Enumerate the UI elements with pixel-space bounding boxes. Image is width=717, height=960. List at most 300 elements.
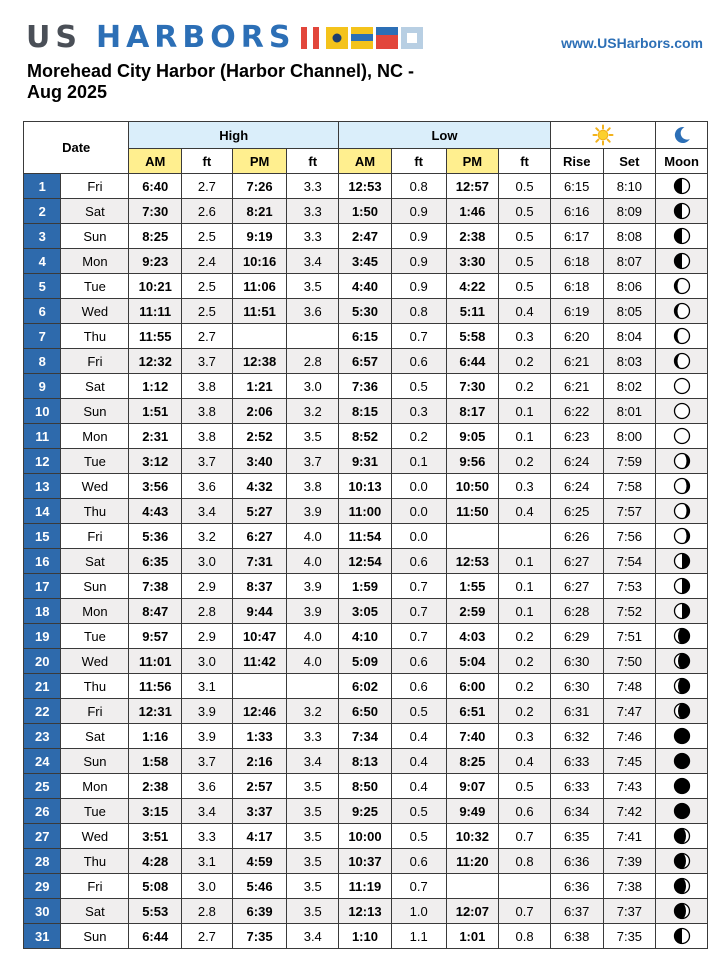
moon-phase-cell (656, 699, 708, 724)
high-am-height: 2.7 (182, 324, 233, 349)
low-am-time: 1:59 (339, 574, 392, 599)
high-am-time: 1:58 (129, 749, 182, 774)
low-am-time: 8:13 (339, 749, 392, 774)
low-pm-height: 0.2 (499, 674, 551, 699)
day-number: 21 (24, 674, 61, 699)
moon-phase-cell (656, 724, 708, 749)
sunset-time: 7:46 (603, 724, 656, 749)
sunrise-time: 6:26 (550, 524, 603, 549)
low-am-time: 6:50 (339, 699, 392, 724)
day-number: 10 (24, 399, 61, 424)
weekday: Tue (61, 799, 129, 824)
high-am-height: 3.4 (182, 499, 233, 524)
high-am-height: 3.8 (182, 424, 233, 449)
moon-phase-cell (656, 874, 708, 899)
weekday: Tue (61, 274, 129, 299)
low-am-height: 0.0 (391, 474, 446, 499)
low-am-height: 0.4 (391, 774, 446, 799)
low-pm-height: 0.5 (499, 774, 551, 799)
high-pm-height: 3.7 (287, 449, 339, 474)
table-row (24, 849, 708, 874)
sunset-time: 7:58 (603, 474, 656, 499)
sunrise-time: 6:30 (550, 649, 603, 674)
low-am-time: 11:00 (339, 499, 392, 524)
header-high-pm-ft: ft (287, 149, 339, 174)
high-am-time: 3:15 (129, 799, 182, 824)
high-am-height: 3.2 (182, 524, 233, 549)
moon-last-quarter-icon (673, 577, 691, 595)
moon-new-icon (673, 777, 691, 795)
low-am-time: 3:05 (339, 599, 392, 624)
high-am-time: 12:31 (129, 699, 182, 724)
moon-phase-cell (656, 424, 708, 449)
sunset-time: 7:35 (603, 924, 656, 949)
high-pm-time: 2:57 (232, 774, 287, 799)
low-pm-time: 1:46 (446, 199, 499, 224)
sunrise-time: 6:19 (550, 299, 603, 324)
nautical-flags-icon (301, 27, 423, 49)
low-am-height: 1.0 (391, 899, 446, 924)
low-pm-height: 0.5 (499, 174, 551, 199)
high-am-height: 3.7 (182, 749, 233, 774)
moon-phase-cell (656, 824, 708, 849)
day-number: 9 (24, 374, 61, 399)
moon-phase-cell (656, 174, 708, 199)
low-am-height: 0.7 (391, 624, 446, 649)
low-am-height: 0.6 (391, 549, 446, 574)
high-am-height: 3.6 (182, 474, 233, 499)
sunset-time: 7:52 (603, 599, 656, 624)
header-moon-icon-cell (656, 122, 708, 149)
high-am-time: 11:56 (129, 674, 182, 699)
low-pm-height: 0.7 (499, 899, 551, 924)
weekday: Mon (61, 774, 129, 799)
table-row (24, 899, 708, 924)
sunset-time: 8:08 (603, 224, 656, 249)
high-pm-time: 6:39 (232, 899, 287, 924)
low-am-height: 0.5 (391, 374, 446, 399)
low-am-time: 10:37 (339, 849, 392, 874)
high-pm-height: 3.0 (287, 374, 339, 399)
low-pm-time: 6:44 (446, 349, 499, 374)
high-pm-time: 7:35 (232, 924, 287, 949)
table-row (24, 674, 708, 699)
high-pm-time: 5:27 (232, 499, 287, 524)
day-number: 27 (24, 824, 61, 849)
day-number: 18 (24, 599, 61, 624)
low-am-time: 7:36 (339, 374, 392, 399)
high-am-height: 2.6 (182, 199, 233, 224)
weekday: Wed (61, 299, 129, 324)
low-pm-time: 10:32 (446, 824, 499, 849)
low-pm-time: 4:03 (446, 624, 499, 649)
moon-waning-gibbous-icon (673, 477, 691, 495)
moon-phase-cell (656, 399, 708, 424)
high-am-height: 3.4 (182, 799, 233, 824)
sunset-time: 8:02 (603, 374, 656, 399)
sunrise-time: 6:21 (550, 349, 603, 374)
usharbors-logo[interactable] (26, 20, 423, 55)
table-row (24, 224, 708, 249)
high-am-height: 2.5 (182, 224, 233, 249)
sunrise-time: 6:17 (550, 224, 603, 249)
high-am-time: 3:51 (129, 824, 182, 849)
low-am-height: 0.1 (391, 449, 446, 474)
moon-phase-cell (656, 499, 708, 524)
moon-waxing-crescent-icon (673, 827, 691, 845)
low-am-height: 0.5 (391, 824, 446, 849)
moon-waning-gibbous-icon (673, 527, 691, 545)
low-am-height: 0.7 (391, 574, 446, 599)
high-am-time: 4:28 (129, 849, 182, 874)
header-set: Set (603, 149, 656, 174)
table-row (24, 174, 708, 199)
high-pm-height: 3.4 (287, 249, 339, 274)
moon-phase-cell (656, 774, 708, 799)
sunset-time: 7:51 (603, 624, 656, 649)
moon-first-quarter-ish-icon (673, 227, 691, 245)
low-pm-time: 9:56 (446, 449, 499, 474)
sunrise-time: 6:36 (550, 874, 603, 899)
high-am-time: 10:21 (129, 274, 182, 299)
table-row (24, 699, 708, 724)
low-pm-time: 4:22 (446, 274, 499, 299)
moon-waning-crescent-icon (673, 652, 691, 670)
sunrise-time: 6:32 (550, 724, 603, 749)
sunset-time: 8:06 (603, 274, 656, 299)
high-pm-height (287, 674, 339, 699)
high-pm-height: 3.3 (287, 199, 339, 224)
low-pm-time: 9:05 (446, 424, 499, 449)
day-number: 29 (24, 874, 61, 899)
weekday: Fri (61, 524, 129, 549)
low-am-time: 5:30 (339, 299, 392, 324)
high-am-height: 2.9 (182, 574, 233, 599)
high-pm-time: 12:46 (232, 699, 287, 724)
low-am-time: 11:54 (339, 524, 392, 549)
day-number: 26 (24, 799, 61, 824)
low-pm-time (446, 874, 499, 899)
day-number: 25 (24, 774, 61, 799)
sunrise-time: 6:37 (550, 899, 603, 924)
high-pm-time: 9:44 (232, 599, 287, 624)
high-pm-height: 3.5 (287, 824, 339, 849)
high-pm-height: 3.4 (287, 749, 339, 774)
low-am-height: 0.9 (391, 274, 446, 299)
low-pm-time: 1:55 (446, 574, 499, 599)
high-am-time: 3:56 (129, 474, 182, 499)
sunrise-time: 6:25 (550, 499, 603, 524)
low-am-height: 0.9 (391, 224, 446, 249)
high-pm-time: 11:42 (232, 649, 287, 674)
moon-phase-cell (656, 224, 708, 249)
low-pm-height: 0.1 (499, 549, 551, 574)
page-header (0, 0, 717, 120)
sunset-time: 8:01 (603, 399, 656, 424)
sunrise-time: 6:31 (550, 699, 603, 724)
moon-phase-cell (656, 674, 708, 699)
sunset-time: 7:59 (603, 449, 656, 474)
day-number: 12 (24, 449, 61, 474)
low-pm-height: 0.6 (499, 799, 551, 824)
moon-phase-cell (656, 474, 708, 499)
site-url-link[interactable]: www.USHarbors.com (561, 35, 703, 51)
low-am-height: 0.9 (391, 199, 446, 224)
high-am-time: 6:44 (129, 924, 182, 949)
weekday: Thu (61, 324, 129, 349)
title-month: Aug 2025 (27, 82, 108, 102)
low-am-time: 5:09 (339, 649, 392, 674)
moon-last-quarter-icon (673, 552, 691, 570)
low-am-time: 8:52 (339, 424, 392, 449)
day-number: 15 (24, 524, 61, 549)
high-am-height: 3.9 (182, 724, 233, 749)
low-am-time: 9:31 (339, 449, 392, 474)
low-pm-height: 0.2 (499, 699, 551, 724)
table-row (24, 574, 708, 599)
moon-phase-cell (656, 449, 708, 474)
moon-first-quarter-ish-icon (673, 177, 691, 195)
day-number: 1 (24, 174, 61, 199)
moon-new-icon (673, 752, 691, 770)
high-pm-time: 3:40 (232, 449, 287, 474)
low-pm-height: 0.8 (499, 849, 551, 874)
moon-waxing-gibbous-icon (673, 277, 691, 295)
high-pm-time: 7:26 (232, 174, 287, 199)
high-pm-time (232, 674, 287, 699)
low-am-time: 9:25 (339, 799, 392, 824)
sunset-time: 7:42 (603, 799, 656, 824)
table-row (24, 374, 708, 399)
table-row (24, 274, 708, 299)
weekday: Fri (61, 699, 129, 724)
tide-table-body (24, 174, 708, 949)
sunrise-time: 6:33 (550, 749, 603, 774)
sunset-time: 7:50 (603, 649, 656, 674)
high-am-time: 8:25 (129, 224, 182, 249)
low-pm-height: 0.2 (499, 349, 551, 374)
high-am-time: 1:12 (129, 374, 182, 399)
day-number: 20 (24, 649, 61, 674)
low-am-height: 0.6 (391, 649, 446, 674)
sunset-time: 7:37 (603, 899, 656, 924)
weekday: Fri (61, 174, 129, 199)
low-pm-height: 0.3 (499, 324, 551, 349)
high-am-time: 3:12 (129, 449, 182, 474)
weekday: Fri (61, 874, 129, 899)
table-row (24, 549, 708, 574)
low-pm-time: 8:17 (446, 399, 499, 424)
weekday: Tue (61, 449, 129, 474)
low-pm-time: 3:30 (446, 249, 499, 274)
moon-phase-cell (656, 349, 708, 374)
moon-waning-gibbous-icon (673, 502, 691, 520)
sunrise-time: 6:22 (550, 399, 603, 424)
flag-blue-square-icon (401, 27, 423, 49)
sunset-time: 7:47 (603, 699, 656, 724)
high-am-height: 3.0 (182, 549, 233, 574)
weekday: Sun (61, 574, 129, 599)
low-pm-time: 11:50 (446, 499, 499, 524)
high-pm-time: 11:06 (232, 274, 287, 299)
moon-full-icon (673, 377, 691, 395)
weekday: Sat (61, 899, 129, 924)
sunrise-time: 6:16 (550, 199, 603, 224)
table-row (24, 624, 708, 649)
flag-stripes-icon (351, 27, 373, 49)
high-pm-height: 3.5 (287, 424, 339, 449)
header-low-am-ft: ft (391, 149, 446, 174)
low-am-height: 0.8 (391, 174, 446, 199)
high-pm-height: 4.0 (287, 649, 339, 674)
low-am-height: 1.1 (391, 924, 446, 949)
low-am-height: 0.7 (391, 324, 446, 349)
sunrise-time: 6:36 (550, 849, 603, 874)
high-am-height: 2.8 (182, 599, 233, 624)
high-am-time: 6:40 (129, 174, 182, 199)
low-pm-height: 0.5 (499, 224, 551, 249)
high-am-time: 5:53 (129, 899, 182, 924)
moon-waning-crescent-icon (673, 677, 691, 695)
high-am-height: 2.9 (182, 624, 233, 649)
table-row (24, 399, 708, 424)
sunset-time: 8:04 (603, 324, 656, 349)
header-high-pm: PM (232, 149, 287, 174)
high-am-time: 12:32 (129, 349, 182, 374)
high-pm-height: 3.4 (287, 924, 339, 949)
high-pm-time: 10:16 (232, 249, 287, 274)
header-low: Low (339, 122, 551, 149)
high-am-height: 2.8 (182, 899, 233, 924)
low-am-time: 7:34 (339, 724, 392, 749)
moon-phase-cell (656, 374, 708, 399)
low-pm-time: 8:25 (446, 749, 499, 774)
flag-red-white-icon (301, 27, 323, 49)
moon-waxing-crescent-icon (673, 877, 691, 895)
low-am-height: 0.7 (391, 599, 446, 624)
low-am-time: 8:50 (339, 774, 392, 799)
day-number: 11 (24, 424, 61, 449)
day-number: 13 (24, 474, 61, 499)
weekday: Fri (61, 349, 129, 374)
low-pm-time: 7:40 (446, 724, 499, 749)
high-am-height: 3.9 (182, 699, 233, 724)
low-am-time: 10:13 (339, 474, 392, 499)
sunrise-time: 6:24 (550, 449, 603, 474)
moon-phase-cell (656, 799, 708, 824)
low-pm-time: 2:59 (446, 599, 499, 624)
low-pm-time: 10:50 (446, 474, 499, 499)
high-am-height: 3.1 (182, 674, 233, 699)
low-pm-height: 0.3 (499, 474, 551, 499)
weekday: Mon (61, 249, 129, 274)
table-row (24, 349, 708, 374)
moon-first-quarter-ish-icon (673, 927, 691, 945)
low-am-height: 0.5 (391, 699, 446, 724)
high-am-time: 7:38 (129, 574, 182, 599)
sunrise-time: 6:23 (550, 424, 603, 449)
table-row (24, 774, 708, 799)
high-pm-time: 2:06 (232, 399, 287, 424)
moon-waxing-gibbous-icon (673, 327, 691, 345)
weekday: Thu (61, 499, 129, 524)
low-pm-height: 0.2 (499, 374, 551, 399)
high-pm-time: 8:21 (232, 199, 287, 224)
high-pm-time: 3:37 (232, 799, 287, 824)
high-am-height: 2.7 (182, 174, 233, 199)
sunrise-time: 6:20 (550, 324, 603, 349)
high-pm-height (287, 324, 339, 349)
low-pm-time: 1:01 (446, 924, 499, 949)
low-pm-height: 0.1 (499, 424, 551, 449)
high-pm-height: 3.2 (287, 699, 339, 724)
sunset-time: 8:10 (603, 174, 656, 199)
sunset-time: 7:43 (603, 774, 656, 799)
low-am-height: 0.9 (391, 249, 446, 274)
high-pm-time: 1:21 (232, 374, 287, 399)
sunrise-time: 6:24 (550, 474, 603, 499)
high-pm-height: 3.3 (287, 724, 339, 749)
header-moon: Moon (656, 149, 708, 174)
weekday: Sun (61, 749, 129, 774)
low-am-height: 0.4 (391, 724, 446, 749)
moon-phase-cell (656, 549, 708, 574)
sunset-time: 8:09 (603, 199, 656, 224)
weekday: Sat (61, 199, 129, 224)
weekday: Mon (61, 424, 129, 449)
low-am-time: 12:13 (339, 899, 392, 924)
high-am-time: 4:43 (129, 499, 182, 524)
logo-harbors-text: HARBORS (95, 20, 296, 55)
low-pm-time: 12:07 (446, 899, 499, 924)
weekday: Sat (61, 724, 129, 749)
moon-waxing-gibbous-icon (673, 352, 691, 370)
low-pm-time: 12:57 (446, 174, 499, 199)
day-number: 19 (24, 624, 61, 649)
high-am-time: 7:30 (129, 199, 182, 224)
sunset-time: 8:07 (603, 249, 656, 274)
low-pm-time: 7:30 (446, 374, 499, 399)
sunrise-time: 6:18 (550, 249, 603, 274)
low-am-time: 2:47 (339, 224, 392, 249)
high-am-height: 2.4 (182, 249, 233, 274)
moon-phase-cell (656, 299, 708, 324)
header-high-am: AM (129, 149, 182, 174)
sunrise-time: 6:34 (550, 799, 603, 824)
moon-first-quarter-ish-icon (673, 252, 691, 270)
low-pm-height: 0.4 (499, 499, 551, 524)
moon-phase-cell (656, 199, 708, 224)
low-am-height: 0.5 (391, 799, 446, 824)
low-pm-height: 0.3 (499, 724, 551, 749)
high-pm-time: 4:59 (232, 849, 287, 874)
low-am-time: 11:19 (339, 874, 392, 899)
high-am-time: 5:08 (129, 874, 182, 899)
low-pm-height: 0.7 (499, 824, 551, 849)
low-pm-time: 9:49 (446, 799, 499, 824)
low-pm-height: 0.2 (499, 649, 551, 674)
high-pm-height: 3.9 (287, 599, 339, 624)
low-pm-height: 0.1 (499, 399, 551, 424)
sunrise-time: 6:30 (550, 674, 603, 699)
weekday: Thu (61, 849, 129, 874)
sunrise-time: 6:21 (550, 374, 603, 399)
moon-phase-cell (656, 924, 708, 949)
table-row (24, 724, 708, 749)
sunset-time: 7:56 (603, 524, 656, 549)
low-pm-height: 0.5 (499, 199, 551, 224)
low-pm-time: 11:20 (446, 849, 499, 874)
